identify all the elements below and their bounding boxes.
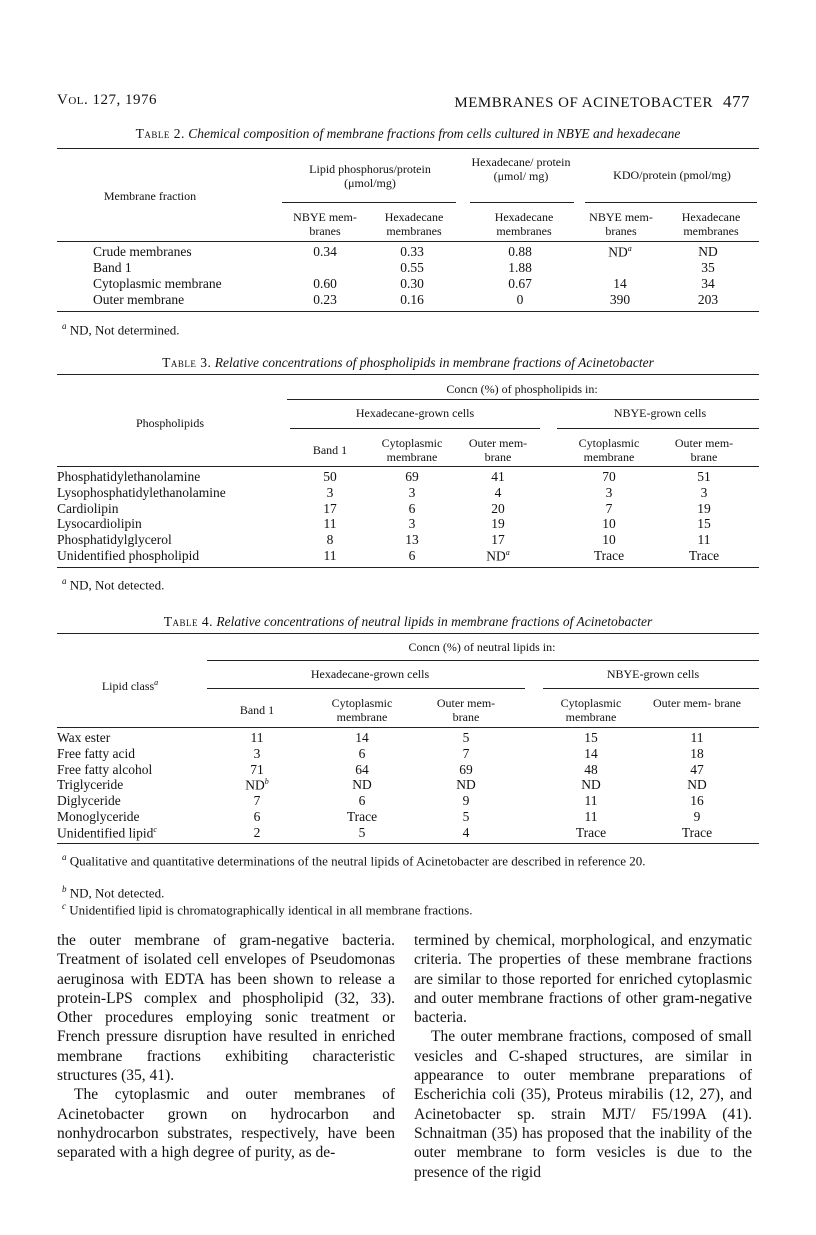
table3-cell	[458, 501, 538, 517]
body-paragraph: The outer membrane fractions, composed of small vesicles and C-shaped structures, are similar in appearance to outer membrane preparations of Escherichia coli (35), Proteus mirabilis (12, 27), and Acinetobacter sp. strain MJT/ F5/199A (41). Schnaitman (35) has proposed that the inability of the outer membrane to form vesicles is due to the presence of the rigid	[414, 1028, 752, 1181]
table4-group-rule-1	[207, 688, 525, 689]
table3-cell	[569, 548, 649, 564]
table4-cell	[322, 746, 402, 762]
table4-title: Relative concentrations of neutral lipids in membrane fractions of Acinetobacter	[216, 614, 653, 629]
table2-cell: 0.30	[400, 276, 424, 291]
table4-row-label	[57, 793, 121, 809]
page-number: 477	[723, 92, 750, 111]
table4-group-header-2: NBYE-grown cells	[606, 667, 700, 681]
table4-cell	[217, 762, 297, 778]
table4-cell-text: 15	[584, 730, 598, 745]
table2-stub-header: Membrane fraction	[103, 189, 197, 203]
table4-cell	[426, 809, 506, 825]
table3-cell	[458, 532, 538, 548]
table3-cell-text: 6	[408, 500, 416, 516]
table4-row-label	[57, 777, 123, 793]
table4-stub-header	[60, 676, 200, 693]
table3-cell	[458, 469, 538, 485]
table4-spanner-rule	[207, 660, 759, 661]
table3-cell-text: Trace	[688, 548, 720, 563]
table3-cell	[290, 516, 370, 532]
table2-row-label: Band 1	[93, 260, 132, 275]
table3-cell-text: 15	[697, 516, 711, 532]
table4-cell	[322, 809, 402, 825]
footnote-marker: a	[627, 244, 632, 253]
table4-cell	[657, 777, 737, 793]
table3-cell-text: 51	[697, 469, 711, 484]
table4-row-label-text: Unidentified lipid	[57, 825, 154, 841]
table2-cell: 0	[516, 292, 524, 307]
table2-cell	[580, 244, 660, 261]
table4-group-rule-2	[543, 688, 759, 689]
table3-stub-header: Phospholipids	[135, 416, 204, 430]
table3-cell	[458, 548, 538, 565]
table4-cell	[657, 746, 737, 762]
table3-group-rule-2	[557, 428, 759, 429]
table4-row-label	[57, 730, 110, 746]
table4-cell	[551, 730, 631, 746]
table3-cell-text: 7	[605, 500, 613, 516]
table4-subheader-1: Band 1	[239, 703, 275, 717]
table4-cell	[657, 793, 737, 809]
table4-bottom-rule	[57, 843, 759, 844]
table3-spanner-rule	[287, 399, 759, 400]
table4-row-label-text: Triglyceride	[57, 777, 124, 793]
table2-label: Table 2.	[135, 126, 185, 141]
table2-title: Chemical composition of membrane fractions from cells cultured in NBYE and hexadecane	[188, 126, 681, 141]
table4-cell-text: 6	[253, 809, 261, 824]
table4-cell-text: 6	[358, 793, 366, 809]
table2-bottom-rule	[57, 311, 759, 312]
table3-group-header-1: Hexadecane-grown cells	[355, 406, 475, 420]
table2-group-header-1: Lipid phosphorus/protein (μmol/mg)	[309, 162, 431, 190]
table4-cell	[322, 793, 402, 809]
table2-cell: 0.88	[508, 244, 532, 259]
table3-cell	[569, 532, 649, 548]
table2-cell: 390	[609, 292, 631, 307]
table4-cell	[551, 777, 631, 793]
running-header-title	[454, 92, 750, 112]
table4-subheader-4: Cytoplasmic membrane	[560, 696, 622, 724]
table4-cell-text: ND	[352, 777, 372, 793]
table2-subrule-3	[585, 202, 757, 203]
table3-subheader-2: Cytoplasmic membrane	[381, 436, 443, 464]
footnote-marker: a	[62, 321, 67, 331]
body-left-column	[57, 931, 395, 1163]
table4-cell-text: ND	[687, 777, 707, 793]
table3-cell	[372, 501, 452, 517]
table3-cell-text: ND	[486, 548, 506, 564]
table4-cell	[551, 762, 631, 778]
table2-row-label: Outer membrane	[93, 292, 185, 307]
table4-cell-text: 4	[462, 824, 470, 840]
table4-cell-text: 11	[584, 793, 598, 809]
table3-cell-text: 11	[697, 532, 711, 548]
table4-spanner: Concn (%) of neutral lipids in:	[408, 640, 556, 654]
table3-cell-text: 3	[408, 516, 416, 532]
table3-cell	[664, 501, 744, 517]
table2-cell: 0.23	[313, 292, 337, 307]
table3-cell-text: 11	[323, 516, 337, 532]
table3-cell-text: 3	[408, 484, 416, 500]
table3-row-label-text: Unidentified phospholipid	[57, 548, 200, 563]
table4-row-label	[57, 746, 135, 762]
table4-header-rule	[57, 727, 759, 728]
table4-row-label	[57, 825, 157, 842]
table4-label: Table 4.	[163, 614, 214, 629]
table4-cell-text: 5	[462, 809, 470, 824]
table4-stub-header-text: Lipid class	[101, 679, 155, 693]
table3-row-label	[57, 548, 199, 564]
table4-cell	[551, 825, 631, 841]
table4-cell	[657, 730, 737, 746]
table4-cell-text: 48	[584, 761, 598, 777]
table4-cell	[322, 730, 402, 746]
table4-cell	[322, 777, 402, 793]
table3-cell-text: 3	[326, 484, 334, 500]
table3-header-rule	[57, 466, 759, 467]
table4-cell-text: 2	[253, 824, 261, 840]
table4-top-rule	[57, 633, 759, 634]
table3-row-label-text: Phosphatidylglycerol	[57, 532, 172, 548]
table4-cell-text: 47	[690, 761, 704, 777]
table4-cell	[426, 777, 506, 793]
body-paragraph: The cytoplasmic and outer membranes of Acinetobacter grown on hydrocarbon and nonhydrocarbon substrates, respectively, have been separated with a high degree of purity, as de-	[57, 1086, 395, 1162]
table4-cell	[551, 746, 631, 762]
table2-subrule-1	[282, 202, 456, 203]
table2-cell: 0.55	[400, 260, 424, 275]
footnote-marker: c	[62, 901, 66, 911]
table3-cell-text: 41	[491, 469, 505, 484]
table4-cell	[217, 793, 297, 809]
table2-header-rule	[57, 241, 759, 242]
footnote-marker: b	[62, 884, 67, 894]
table4-cell	[551, 793, 631, 809]
table4-cell	[322, 825, 402, 841]
table4-cell-text: ND	[581, 777, 601, 793]
body-right-column	[414, 931, 752, 1182]
footnote-marker: a	[62, 852, 67, 862]
table2-subheader-2: Hexadecane membranes	[384, 210, 444, 238]
table3-bottom-rule	[57, 567, 759, 568]
table3-subheader-1: Band 1	[312, 443, 348, 457]
table2-subheader-3: Hexadecane membranes	[494, 210, 554, 238]
table4-cell	[217, 777, 297, 794]
table3-cell	[664, 469, 744, 485]
table4-footnote-a-text: Qualitative and quantitative determinations of the neutral lipids of Acinetobacter are described in reference 20.	[69, 853, 646, 869]
table3-cell-text: 17	[491, 532, 505, 548]
table3-cell	[290, 469, 370, 485]
table2-cell: 34	[701, 276, 715, 291]
table2-caption	[57, 126, 759, 142]
table4-cell	[657, 809, 737, 825]
table3-cell-text: 10	[602, 516, 616, 532]
table4-cell	[426, 793, 506, 809]
table3-row-label	[57, 485, 226, 501]
table4-cell-text: 11	[250, 730, 264, 745]
table4-cell	[551, 809, 631, 825]
table4-subheader-2: Cytoplasmic membrane	[331, 696, 393, 724]
table4-subheader-5: Outer mem- brane	[653, 696, 741, 710]
table3-label: Table 3.	[162, 355, 212, 370]
table4-row-label-text: Wax ester	[57, 730, 111, 745]
table4-cell-text: 14	[584, 745, 598, 761]
table4-caption	[57, 614, 759, 630]
table3-spanner: Concn (%) of phospholipids in:	[446, 382, 598, 396]
table3-cell	[664, 516, 744, 532]
table2-cell: 0.16	[400, 292, 424, 307]
table4-cell-text: ND	[456, 777, 476, 793]
table4-cell	[657, 762, 737, 778]
table4-cell	[426, 730, 506, 746]
table4-group-header-1: Hexadecane-grown cells	[310, 667, 430, 681]
table4-cell-text: 9	[693, 809, 701, 824]
table3-cell-text: 3	[700, 484, 708, 500]
footnote-marker: a	[505, 548, 510, 557]
table4-subheader-3: Outer mem- brane	[436, 696, 496, 724]
table4-cell-text: Trace	[346, 809, 378, 824]
table3-row-label-text: Phosphatidylethanolamine	[57, 469, 201, 484]
table3-cell	[569, 501, 649, 517]
table3-cell-text: Trace	[593, 548, 625, 563]
table3-cell-text: 17	[323, 500, 337, 516]
table3-cell	[290, 485, 370, 501]
table3-row-label	[57, 532, 172, 548]
table4-cell-text: 11	[690, 730, 704, 745]
table2-cell: 0.34	[313, 244, 337, 259]
table2-footnote-text: ND, Not determined.	[69, 322, 180, 338]
table3-cell	[569, 516, 649, 532]
table4-cell-text: 64	[355, 761, 369, 777]
table2-cell: 0.33	[400, 244, 424, 259]
table3-cell	[372, 485, 452, 501]
table4-cell	[426, 746, 506, 762]
table4-cell	[426, 825, 506, 841]
table3-group-rule-1	[290, 428, 540, 429]
table3-subheader-4: Cytoplasmic membrane	[578, 436, 640, 464]
footnote-marker: b	[264, 777, 269, 787]
table3-row-label-text: Lysophosphatidylethanolamine	[57, 484, 226, 500]
table3-cell	[290, 501, 370, 517]
table3-title: Relative concentrations of phospholipids in membrane fractions of Acinetobacter	[214, 355, 654, 370]
table4-cell	[322, 762, 402, 778]
footnote-marker: a	[62, 576, 67, 586]
table4-cell	[426, 762, 506, 778]
table4-cell-text: 7	[462, 745, 470, 761]
table2-cell: ND	[698, 244, 718, 259]
table3-cell	[372, 469, 452, 485]
table4-cell-text: 7	[253, 793, 261, 809]
table2-cell: 1.88	[508, 260, 532, 275]
table4-row-label-text: Free fatty alcohol	[57, 761, 153, 777]
table4-cell-text: 69	[459, 761, 473, 777]
table3-cell	[569, 469, 649, 485]
table4-cell	[217, 825, 297, 841]
table3-row-label	[57, 501, 119, 517]
table3-cell	[290, 532, 370, 548]
table4-cell-text: 71	[250, 761, 264, 777]
table4-row-label	[57, 809, 139, 825]
table4-row-label-text: Free fatty acid	[57, 745, 135, 761]
table3-cell-text: 19	[697, 500, 711, 516]
table4-cell-text: 5	[358, 824, 366, 840]
table4-cell-text: 6	[358, 745, 366, 761]
body-paragraph: termined by chemical, morphological, and enzymatic criteria. The properties of these membrane fractions are similar to those reported for enriched cytoplasmic and outer membrane fractions of other gram-negative bacteria.	[414, 932, 752, 1027]
table3-cell	[664, 485, 744, 501]
table2-cell: 14	[613, 276, 627, 291]
table3-cell-text: 8	[326, 532, 334, 548]
table4-cell-text: Trace	[575, 824, 607, 840]
table3-subheader-5: Outer mem- brane	[674, 436, 734, 464]
table3-cell	[372, 548, 452, 564]
table3-cell-text: 13	[405, 532, 419, 548]
table2-subheader-4: NBYE mem- branes	[589, 210, 653, 238]
table4-row-label-text: Diglyceride	[57, 793, 121, 809]
table2-subrule-2	[470, 202, 574, 203]
table2-cell: 0.67	[508, 276, 532, 291]
table3-subheader-3: Outer mem- brane	[468, 436, 528, 464]
table4-cell-text: 3	[253, 745, 261, 761]
table2-cell: 35	[701, 260, 715, 275]
table3-row-label	[57, 469, 200, 485]
table2-group-header-3: KDO/protein (pmol/mg)	[613, 168, 731, 182]
table3-footnote	[62, 573, 764, 593]
table3-cell	[372, 532, 452, 548]
running-header-volume: Vol. 127, 1976	[57, 92, 157, 108]
table4-cell-text: ND	[245, 777, 265, 793]
table3-cell	[290, 548, 370, 564]
table4-cell	[217, 730, 297, 746]
table3-cell-text: 50	[323, 469, 337, 484]
table4-footnote-b-text: ND, Not detected.	[69, 885, 165, 901]
running-title: MEMBRANES OF ACINETOBACTER	[454, 95, 713, 111]
table4-footnote-c-text: Unidentified lipid is chromatographically identical in all membrane fractions.	[69, 902, 473, 918]
table3-cell-text: 20	[491, 500, 505, 516]
table4-cell	[217, 746, 297, 762]
table3-caption	[57, 355, 759, 371]
table3-row-label-text: Cardiolipin	[57, 500, 119, 516]
table4-row-label-text: Monoglyceride	[57, 809, 140, 824]
footnote-marker: a	[154, 678, 159, 687]
table2-footnote	[62, 318, 764, 338]
table3-cell	[372, 516, 452, 532]
table4-cell-text: 18	[690, 745, 704, 761]
table3-top-rule	[57, 374, 759, 375]
table4-cell	[217, 809, 297, 825]
table2-row-label: Cytoplasmic membrane	[93, 276, 222, 291]
table3-cell-text: 70	[602, 469, 616, 484]
table2-cell-text: ND	[608, 244, 628, 260]
table3-cell-text: 19	[491, 516, 505, 532]
table3-cell-text: 3	[605, 484, 613, 500]
table3-row-label	[57, 516, 142, 532]
table4-cell-text: 5	[462, 730, 470, 745]
table2-group-header-2: Hexadecane/ protein (μmol/ mg)	[471, 155, 571, 183]
table3-cell	[458, 516, 538, 532]
table2-top-rule	[57, 148, 759, 149]
table3-cell-text: 69	[405, 469, 419, 484]
table4-footnote-a	[62, 849, 758, 869]
table3-cell	[664, 532, 744, 548]
table4-cell-text: 16	[690, 793, 704, 809]
table4-cell	[657, 825, 737, 841]
table3-cell	[664, 548, 744, 564]
table2-cell: 203	[697, 292, 719, 307]
table4-row-label	[57, 762, 152, 778]
table2-row-label: Crude membranes	[93, 244, 192, 259]
table4-cell-text: 14	[355, 730, 369, 745]
footnote-marker: c	[153, 824, 157, 834]
table4-footnote-c	[62, 898, 764, 918]
table3-cell-text: 6	[408, 548, 416, 563]
table3-cell-text: 10	[602, 532, 616, 548]
table3-cell	[458, 485, 538, 501]
table3-cell-text: 4	[494, 484, 502, 500]
table2-subheader-5: Hexadecane membranes	[681, 210, 741, 238]
table3-footnote-text: ND, Not detected.	[69, 577, 165, 593]
table2-subheader-1: NBYE mem- branes	[293, 210, 357, 238]
table4-cell-text: 9	[462, 793, 470, 809]
table4-cell-text: Trace	[681, 824, 713, 840]
table4-cell-text: 11	[584, 809, 598, 824]
table2-cell: 0.60	[313, 276, 337, 291]
table3-group-header-2: NBYE-grown cells	[613, 406, 707, 420]
table3-cell	[569, 485, 649, 501]
table3-cell-text: 11	[323, 548, 337, 563]
body-paragraph: the outer membrane of gram-negative bacteria. Treatment of isolated cell envelopes of Pseudomonas aeruginosa with EDTA has been shown to release a protein-LPS complex and phospholipid (32, 33). Other procedures employing sonic treatment or French pressure disruption have resulted in enriched membrane fractions exhibiting characteristic structures (35, 41).	[57, 932, 395, 1085]
table3-row-label-text: Lysocardiolipin	[57, 516, 142, 532]
